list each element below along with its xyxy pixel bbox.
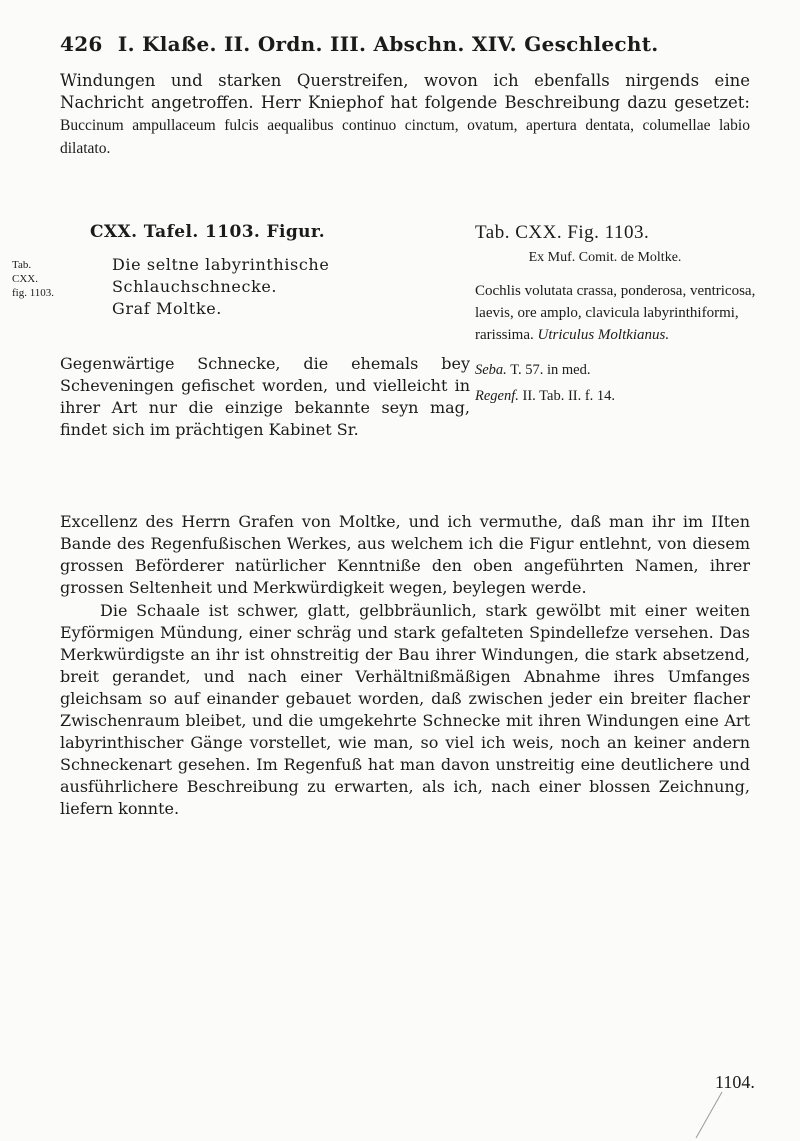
intro-latin-text: Buccinum ampullaceum fulcis aequalibus continuo cinctum, ovatum, apertura dentata, columellae labio dilatato. [60, 117, 750, 157]
margin-note [12, 258, 54, 300]
latin-collection: Ex Muf. Comit. de Moltke. [528, 250, 682, 265]
plate-figure-title: CXX. Tafel. 1103. Figur. [90, 222, 326, 242]
margin-note-line: Tab. [12, 259, 32, 271]
reference-detail: T. 57. in med. [510, 362, 591, 378]
latin-species-name: Utriculus Moltkianus. [537, 327, 670, 343]
intro-paragraph [60, 70, 750, 160]
collection-name: Graf Moltke. [112, 299, 222, 318]
reference-seba [475, 357, 775, 383]
intro-german-text: Windungen und starken Querstreifen, wovon ich ebenfalls nirgends eine Nachricht angetroffen. Herr Kniephof hat folgende Beschreibung dazu gesetzet: [60, 71, 750, 112]
margin-note-line: CXX. [12, 273, 38, 285]
latin-species-heading [475, 222, 775, 346]
german-species-heading [90, 222, 450, 320]
latin-description [475, 280, 775, 346]
body-paragraph-2: Excellenz des Herrn Grafen von Moltke, und ich vermuthe, daß man ihr im IIten Bande des Regenfußischen Werkes, aus welchem ich die Figur entlehnt, von diesem grossen Beförderer natürlicher Kenntniße den oben angeführten Namen, ihrer grossen Seltenheit und Merkwürdigkeit wegen, beylegen werde. [60, 512, 750, 597]
latin-plate-title: Tab. CXX. Fig. 1103. [475, 222, 650, 243]
catchword: 1104. [715, 1072, 755, 1092]
body-paragraph-3: Die Schaale ist schwer, glatt, gelbbräunlich, stark gewölbt mit einer weiten Eyförmigen Mündung, einer schräg und stark gefalteten Spindellefze versehen. Das Merkwürdigste an ihr ist ohnstreitig der Bau ihrer Windungen, die stark absetzend, breit gerandet, und nach einer Verhältnißmäßigen Abnahme ihres Umfanges gleichsam so auf einander gebauet worden, daß zwischen jeder ein breiter flacher Zwischenraum bleibet, und die umgekehrte Schnecke mit ihren Windungen eine Art labyrinthischer Gänge vorstellet, wie man, so viel ich weis, noch an keiner andern Schneckenart gesehen. Im Regenfuß hat man davon unstreitig eine deutlichere und ausführlichere Beschreibung zu erwarten, als ich, nach einer blossen Zeichnung, liefern konnte. [60, 601, 750, 818]
latin-description-text: Cochlis volutata crassa, ponderosa, ventricosa, laevis, ore amplo, clavicula labyrinthiformi, rarissima. [475, 283, 756, 343]
reference-author: Regenf. [475, 388, 519, 404]
reference-detail: II. Tab. II. f. 14. [522, 388, 616, 404]
species-name-line: Die seltne labyrinthische [112, 255, 330, 274]
reference-regenf [475, 383, 775, 409]
margin-note-line: fig. 1103. [12, 287, 55, 299]
pencil-mark [690, 1090, 730, 1140]
reference-author: Seba. [475, 362, 507, 378]
running-header [60, 32, 760, 56]
body-paragraph-1: Gegenwärtige Schnecke, die ehemals bey Scheveningen gefischet worden, und vielleicht in ihrer Art nur die einzige bekannte seyn mag, findet sich im prächtigen Kabinet Sr. [60, 354, 470, 439]
literature-references [475, 357, 775, 409]
page-number: 426 [60, 32, 103, 56]
species-name-line: Schlauchschnecke. [112, 277, 278, 296]
classification-heading: I. Klaße. II. Ordn. III. Abschn. XIV. Geschlecht. [117, 32, 659, 56]
